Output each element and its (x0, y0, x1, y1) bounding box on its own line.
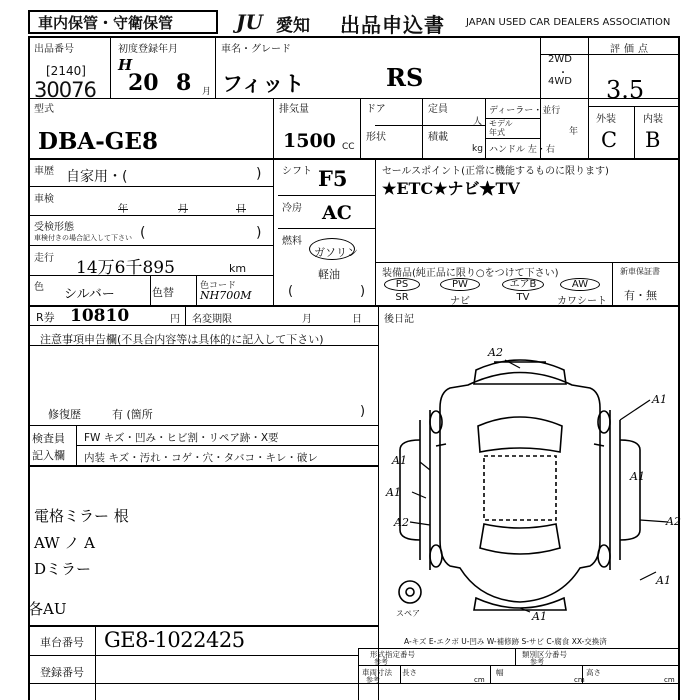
equip-airbag-label: エアB (509, 279, 537, 290)
warranty-value: 有・無 (624, 289, 657, 302)
inspection-month: 月 (178, 204, 188, 215)
equipment-label: 装備品(純正品に限り○をつけて下さい) (382, 268, 559, 279)
equip-leather-label: カワシート (557, 296, 607, 307)
shift-label: シフト (282, 166, 312, 177)
damage-mark-a1-rear: A1 (532, 610, 547, 623)
kg-unit: kg (472, 144, 483, 154)
lot-number-label: 出品番号 (34, 44, 74, 55)
reg-era: H (118, 56, 133, 74)
equip-navi (440, 292, 480, 307)
inspector-label: 検査員 (32, 432, 65, 445)
interior-grade: B (645, 128, 661, 152)
model-year-label: モデル年式 (489, 119, 513, 137)
model-label: 型式 (34, 104, 54, 115)
drive-4wd: 4WD (548, 76, 572, 87)
storage-label: 車内保管・守衛保管 (38, 14, 174, 32)
lot-number: 30076 (34, 78, 96, 102)
color-change-label: 色替 (152, 286, 174, 299)
fuel-label: 燃料 (282, 236, 302, 247)
color-value: シルバー (64, 287, 115, 302)
cc-unit: CC (342, 142, 355, 152)
new-car-warranty-label: 新車保証書 (620, 267, 660, 276)
drive-2wd: 2WD (548, 54, 572, 65)
registration-label: 登録番号 (40, 666, 84, 679)
title-deadline-label: 名変期限 (192, 314, 232, 325)
equip-tv-label: TV (516, 292, 530, 303)
chassis-label: 車台番号 (40, 636, 84, 649)
equip-pw-label: PW (452, 279, 468, 290)
height-label: 高さ (586, 668, 601, 677)
fw-row: FW キズ・凹み・ヒビ割・リペア跡・X要 (84, 432, 279, 444)
fuel-diesel: 軽油 (318, 268, 340, 281)
rating-label: 評価点 (610, 44, 652, 55)
shaken-close: ) (256, 225, 262, 241)
rating-value: 3.5 (606, 76, 645, 104)
mileage-value: 14万6千895 (76, 258, 175, 278)
entry-label: 記入欄 (32, 449, 65, 462)
fuel-gasoline: ガソリン (314, 246, 358, 259)
mileage-label: 走行 (34, 253, 54, 264)
width-label: 幅 (496, 668, 504, 677)
r-ticket-value: 10810 (70, 306, 130, 326)
equip-tv (502, 292, 544, 303)
reg-year: 20 (128, 70, 159, 96)
selling-points-label: セールスポイント(正常に機能するものに限ります) (382, 166, 609, 177)
height-unit: cm (664, 676, 675, 684)
spare-label: スペア (396, 609, 420, 618)
form-title: 出品申込書 (340, 13, 445, 37)
equip-sr (384, 292, 420, 303)
car-grade: RS (386, 63, 424, 92)
aircon-value: AC (322, 202, 352, 224)
drive-dot: ・ (558, 68, 568, 79)
history-close: ) (256, 166, 262, 182)
category-ref: 参考 (530, 658, 544, 666)
damage-mark-a1-left-2: A1 (386, 486, 401, 499)
r-ticket-label: R券 (36, 311, 55, 324)
equip-airbag (502, 278, 544, 291)
exterior-label: 外装 (596, 114, 616, 125)
car-name: フィット (222, 71, 305, 96)
color-label: 色 (34, 282, 44, 293)
damage-mark-a1-right-rear: A1 (656, 574, 671, 587)
association-name: JAPAN USED CAR DEALERS ASSOCIATION (466, 17, 671, 28)
equip-navi-label: ナビ (450, 296, 470, 307)
damage-mark-a2-front: A2 (488, 346, 503, 359)
equip-aw-label: AW (571, 279, 589, 290)
shape-label: 形状 (366, 132, 386, 143)
first-reg-label: 初度登録年月 (118, 44, 178, 55)
handwritten-note-1: 電格ミラー 根 (34, 507, 129, 525)
size-label: 車両寸法 (362, 668, 392, 677)
form-type-label: 形式指定番号 (370, 650, 415, 659)
history-value: 自家用・( (66, 169, 128, 185)
year-unit: 年 (569, 127, 579, 137)
selling-points-value: ★ETC★ナビ★TV (382, 179, 520, 198)
reg-month: 8 (176, 70, 192, 96)
width-unit: cm (574, 676, 585, 684)
equipment-grid (382, 276, 612, 306)
aircon-label: 冷房 (282, 203, 302, 214)
handwritten-note-3: Dミラー (34, 560, 92, 578)
attention-label: 注意事項申告欄(不具合内容等は具体的に記入して下さい) (40, 333, 324, 346)
org-name: 愛知 (276, 16, 310, 36)
length-unit: cm (474, 676, 485, 684)
title-month: 月 (302, 314, 312, 325)
km-unit: km (229, 262, 247, 275)
exterior-grade: C (601, 128, 618, 152)
equip-aw (560, 278, 600, 291)
handwritten-note-2: AW ノ A (34, 534, 96, 552)
fuel-open: ( (288, 284, 294, 299)
yen-unit: 円 (170, 314, 180, 325)
equip-ps-label: PS (395, 279, 409, 290)
interior-label: 内装 (643, 114, 663, 125)
length-label: 長さ (402, 668, 417, 677)
damage-mark-a1-right-mid: A1 (630, 470, 645, 483)
history-label: 車歴 (34, 166, 54, 177)
color-code-value: NH700M (200, 289, 252, 302)
lot-code: [2140] (46, 64, 86, 78)
repair-value: 有 (箇所 (112, 408, 153, 421)
fuel-gasoline-circle (309, 238, 355, 260)
capacity-label: 定員 (428, 104, 448, 115)
inspection-day: 日 (236, 204, 246, 215)
category-label: 類別区分番号 (522, 650, 567, 659)
car-name-label: 車名・グレード (221, 44, 291, 55)
chassis-value: GE8-1022425 (104, 628, 245, 652)
damage-legend: A-キズ E-エクボ U-凹み W-補修跡 S-サビ C-腐食 XX-交換済 (404, 637, 607, 646)
person-unit: 人 (473, 117, 483, 127)
shaken-form-label: 受検形態 (34, 222, 74, 233)
damage-mark-a2-right: A2 (666, 515, 681, 528)
form-type-ref: 参考 (374, 658, 388, 666)
inspection-label: 車検 (34, 194, 54, 205)
equip-leather (552, 292, 612, 307)
shaken-open: ( (140, 225, 146, 241)
repair-close: ) (360, 404, 366, 419)
shaken-form-note: 車検付きの場合記入して下さい (34, 234, 132, 242)
handwritten-note-4: 各AU (28, 600, 67, 618)
fuel-close: ) (360, 284, 366, 299)
interior-row: 内装 キズ・汚れ・コゲ・穴・タバコ・キレ・破レ (84, 452, 318, 464)
model-value: DBA-GE8 (38, 128, 158, 155)
handle-label: ハンドル 左・右 (489, 145, 555, 155)
color-code-label: 色コード (200, 281, 237, 291)
equip-sr-label: SR (395, 292, 409, 303)
repair-label: 修復歴 (48, 408, 81, 421)
load-label: 積載 (428, 132, 448, 143)
dealer-label: ディーラー・並行 (489, 106, 561, 116)
month-unit: 月 (202, 87, 212, 97)
displacement-value: 1500 (283, 130, 336, 152)
size-ref: 参考 (366, 676, 380, 684)
after-note-label: 後日記 (384, 314, 414, 325)
ju-logo-text: JU (236, 10, 263, 34)
door-label: ドア (366, 104, 386, 115)
equip-pw (440, 278, 480, 291)
damage-mark-a1-left: A1 (392, 454, 407, 467)
title-day: 日 (352, 314, 362, 325)
shift-value: F5 (318, 166, 348, 191)
equip-ps (384, 278, 420, 291)
damage-mark-a1-right: A1 (652, 393, 667, 406)
inspection-year: 年 (118, 204, 128, 215)
displacement-label: 排気量 (279, 104, 309, 115)
damage-mark-a2-left: A2 (394, 516, 409, 529)
